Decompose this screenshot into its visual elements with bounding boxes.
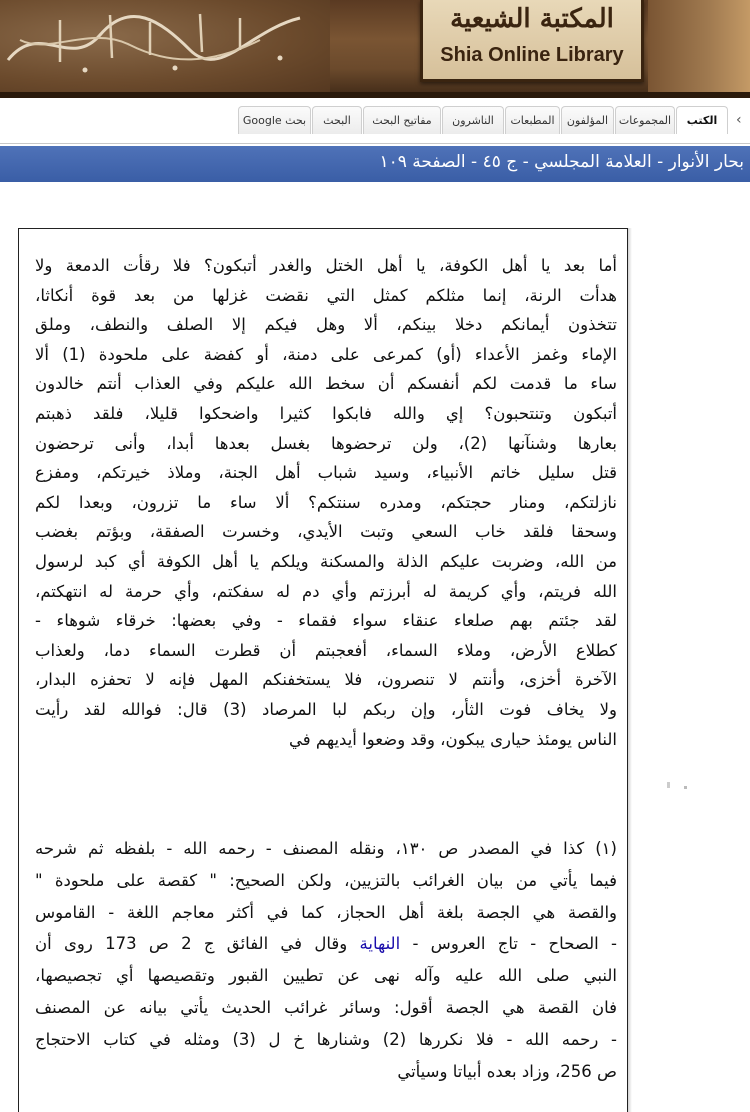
calligraphy-image: [0, 0, 330, 92]
text-line: الآخرة أخزى، وأنتم لا تنصرون، فلا يستخفنكم المهل فإنه لا تحفزه البدار،: [35, 670, 617, 690]
logo-arabic: المكتبة الشيعية: [450, 4, 614, 34]
text-line: أما بعد يا أهل الكوفة، يا أهل الختل والغدر أتبكون؟ فلا رقأت الدمعة ولا: [35, 256, 617, 275]
logo-english: Shia Online Library: [440, 44, 624, 66]
text-line: وسحقا فلقد خاب السعي وتبت الأيدي، وخسرت الصفقة، وبؤتم بغضب: [35, 522, 617, 542]
tab-authors[interactable]: المؤلفون: [561, 106, 614, 134]
footnote-line: فيما يأتي من بيان الغرائب بالتزيين، ولكن الصحيح: " كقصة على ملحودة ": [35, 870, 617, 890]
footnote-text: - الصحاح - تاج العروس -: [400, 934, 617, 954]
text-line: قتل سليل خاتم الأنبياء، وسيد شباب أهل الجنة، وملاذ خيرتكم، ومفزع: [35, 463, 617, 483]
page-title: بحار الأنوار - العلامة المجلسي - ج ٤٥ - الصفحة ١٠٩: [379, 152, 744, 172]
text-line: ساء ما قدمت لكم أنفسكم أن سخط الله عليكم وفي العذاب أنتم خالدون: [35, 374, 617, 394]
tab-search-keys[interactable]: مفاتيح البحث: [363, 106, 441, 134]
page-title-bar: [0, 146, 750, 182]
book-page: [18, 228, 628, 1112]
text-line: نازلتكم، ومنار حجتكم، ومدره سنتكم؟ ألا ساء ما تزرون، وبعدا لكم: [35, 492, 617, 512]
tab-printers[interactable]: المطبعات: [505, 106, 560, 134]
text-line: الله فريتم، وأي كريمة له أبرزتم وأي دم له سفكتم، وأي حرمة له انتهكتم،: [35, 581, 617, 601]
footnote-line: (١) كذا في المصدر ص ١٣٠، ونقله المصنف - رحمه الله - بلفظه ثم شرحه: [35, 839, 617, 858]
footnote-text: وقال في الفائق ج 2 ص 173 روى أن: [35, 934, 360, 954]
text-line: ولا يخاف فوت الثأر، وإن ربكم لبا المرصاد (3) قال: فوالله لقد رأيت: [35, 699, 617, 719]
footnote-line: والقصة هي الجصة بلغة أهل الحجاز، كما في أكثر معاجم اللغة - القاموس: [35, 902, 617, 922]
tab-collections[interactable]: المجموعات: [615, 106, 675, 134]
footnote-line: [35, 928, 617, 960]
footnote-line: النبي صلى الله عليه وآله نهى عن تطيين القبور وتقصيصها أي تجصيصها،: [35, 966, 617, 986]
header-banner: [0, 0, 750, 98]
main-text: [35, 251, 617, 754]
site-logo[interactable]: [420, 0, 644, 82]
text-line: تتخذون أيمانكم دخلا بينكم، ألا وهل فيكم إلا الصلف والنطف، وملق: [35, 315, 617, 335]
footnote-line: ص 256، وزاد بعده أبياتا وسيأتي: [397, 1061, 617, 1081]
text-line: بعارها وشنآنها (2)، ولن ترحضوها بغسل بعدها أبدا، وأنى ترحضون: [35, 433, 617, 453]
footnote-line: فان القصة هي الجصة أقول: وسائر غرائب الحديث يأتي بيانه عن المصنف: [35, 997, 617, 1017]
nav-scroll-icon[interactable]: ‹: [736, 112, 742, 128]
text-line: الناس يومئذ حيارى يبكون، وقد وضعوا أيديهم في: [288, 729, 617, 749]
text-line: كطلاع الأرض، وملاء السماء، أفعجبتم أن قطرت السماء دما، ولعذاب: [35, 640, 617, 660]
text-line: هدأت الرنة، إنما مثلكم كمثل التي نقضت غزلها من بعد قوة أنكاثا،: [35, 285, 617, 305]
nihaya-link[interactable]: النهاية: [359, 934, 401, 954]
footnote-line: - رحمه الله - فلا نكررها (2) وشنارها خ ل (3) ومثله في كتاب الاحتجاج: [35, 1029, 617, 1049]
text-line: من الله، وضربت عليكم الذلة والمسكنة ويلكم يا أهل الكوفة أي كبد لرسول: [35, 551, 617, 571]
scroll-mark: [667, 782, 670, 788]
nav-bar: [0, 98, 750, 144]
text-line: أتبكون وتنتحبون؟ إي والله فابكوا كثيرا واضحكوا قليلا، فلقد ذهبتم: [35, 403, 617, 423]
tab-search[interactable]: البحث: [312, 106, 362, 134]
tab-google-search[interactable]: بحث Google: [238, 106, 311, 134]
footnotes: [35, 833, 617, 1087]
scroll-mark: [684, 786, 687, 789]
text-line: لقد جئتم بهم صلعاء عنقاء سواء فقماء - وفي بعضها: خرقاء شوهاء -: [35, 611, 617, 631]
tab-books[interactable]: الكتب: [676, 106, 728, 134]
banner-decoration: [648, 0, 750, 92]
tab-publishers[interactable]: الناشرون: [442, 106, 504, 134]
text-line: الإماء وغمز الأعداء (أو) كمرعى على دمنة، أو كفضة على ملحودة (1) ألا: [35, 344, 617, 364]
